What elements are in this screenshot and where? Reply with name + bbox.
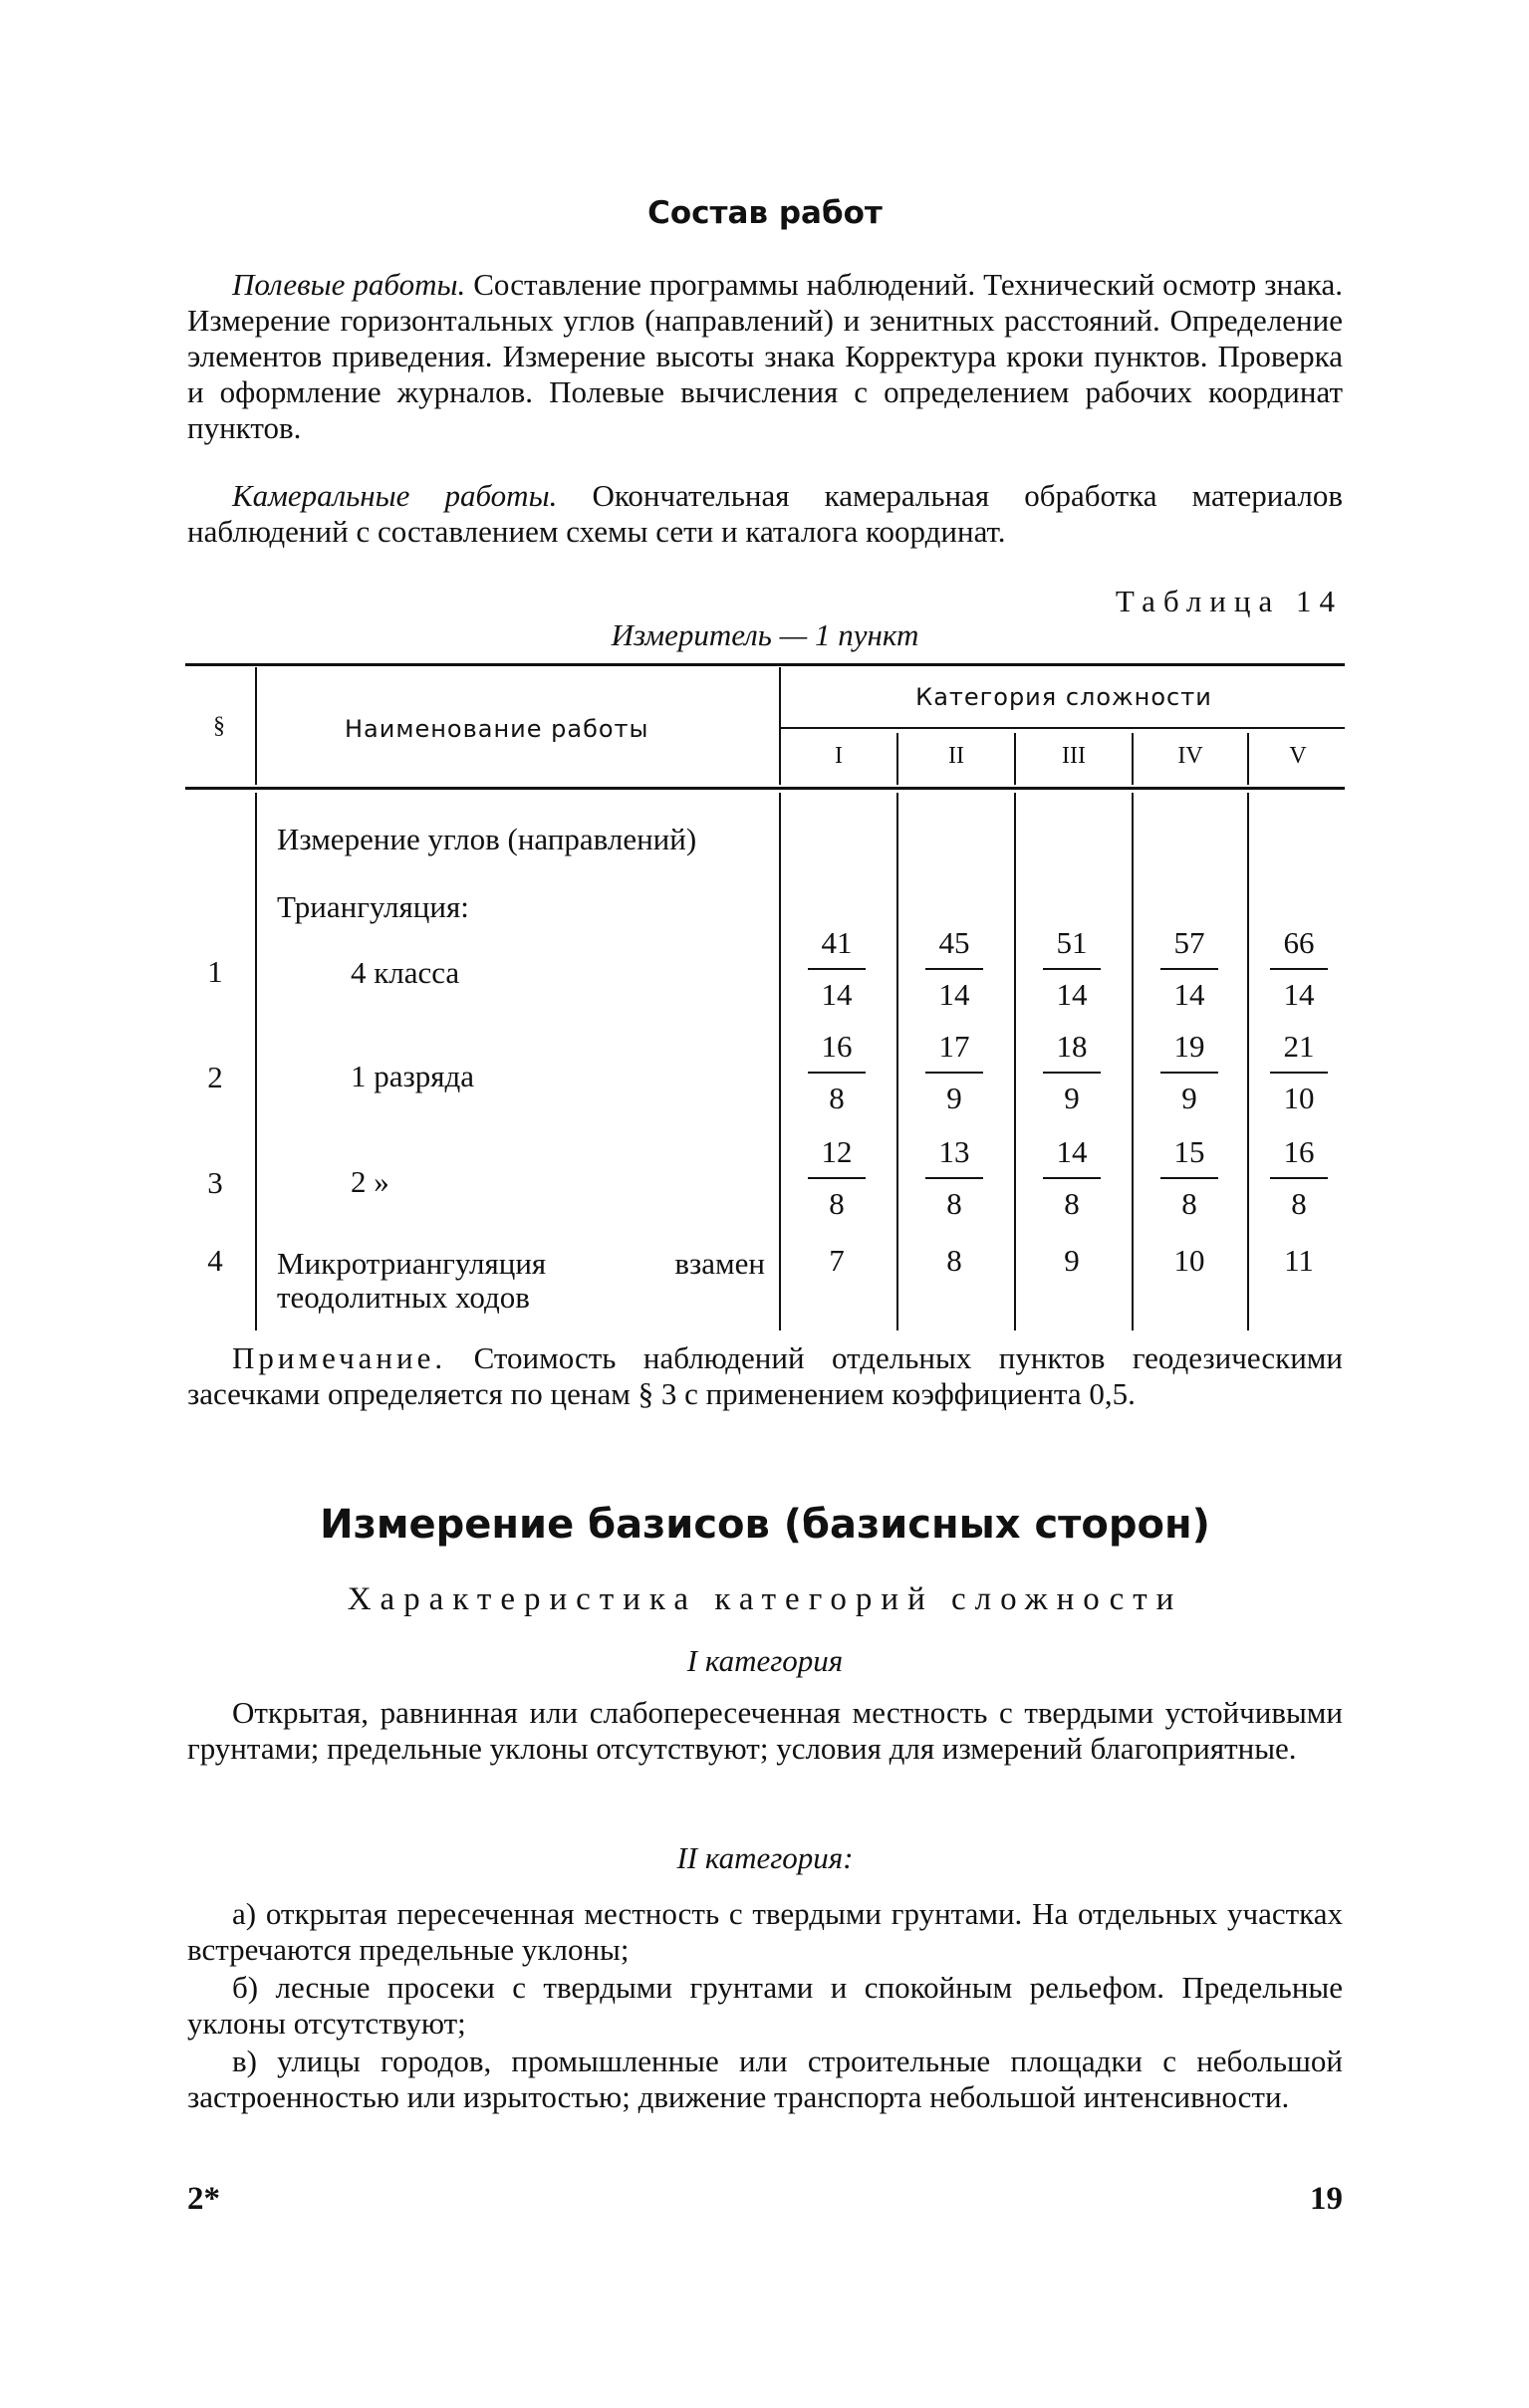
fraction-numerator: 16 (1283, 1134, 1315, 1169)
table-note (187, 1340, 1343, 1412)
fraction-numerator: 19 (1173, 1029, 1205, 1064)
fraction-bar (1160, 968, 1218, 970)
fraction-denominator: 8 (829, 1081, 845, 1115)
table-top-rule (185, 663, 1345, 666)
header-category-5: V (1289, 743, 1307, 769)
row-name: Микротриангуляция взамен теодолитных ходов (277, 1246, 765, 1315)
fraction-cell (912, 1133, 996, 1223)
fraction-bar (808, 968, 866, 970)
category-2-item-b: б) лесные просеки с твердыми грунтами и спокойным рельефом. Предельные уклоны отсутствуют; (187, 1970, 1343, 2041)
header-category-4: IV (1177, 743, 1203, 769)
body-divider-c4 (1247, 793, 1249, 1330)
fraction-bar (1043, 1177, 1101, 1179)
category-1-text: Открытая, равнинная или слабопересеченная местность с твердыми устойчивыми грунтами; предельные уклоны отсутствуют; условия для измерений благоприятные. (187, 1695, 1343, 1766)
row-name: 4 класса (351, 955, 460, 990)
fraction-bar (1043, 1072, 1101, 1074)
fraction-denominator: 8 (1181, 1186, 1197, 1221)
fraction-denominator: 8 (946, 1186, 962, 1221)
body-divider-c3 (1132, 793, 1134, 1330)
row-num: 2 (207, 1060, 223, 1094)
fraction-bar (1270, 1072, 1328, 1074)
section-title: Состав работ (647, 195, 883, 231)
fraction-numerator: 57 (1173, 925, 1205, 960)
fraction-denominator: 14 (938, 977, 970, 1012)
note-text: Стоимость наблюдений отдельных пунктов геодезическими засечками определяется по ценам § 3 с применением коэффициента 0,5. (187, 1340, 1343, 1411)
category-header-rule (779, 727, 1345, 729)
fraction-cell (1030, 1028, 1114, 1117)
col-divider-c3 (1132, 733, 1134, 785)
header-bottom-rule (185, 787, 1345, 790)
fraction-denominator: 8 (829, 1186, 845, 1221)
fraction-denominator: 9 (1181, 1081, 1197, 1115)
fraction-denominator: 10 (1283, 1081, 1315, 1115)
header-category-1: I (835, 743, 843, 769)
fraction-cell (1030, 1133, 1114, 1223)
fraction-cell (1147, 1028, 1231, 1117)
header-category-3: III (1062, 743, 1086, 769)
fraction-bar (925, 1072, 983, 1074)
fraction-bar (808, 1177, 866, 1179)
fraction-numerator: 51 (1056, 925, 1088, 960)
fraction-cell (1257, 924, 1341, 1014)
office-works-text: Окончательная камеральная обработка материалов наблюдений с составлением схемы сети и каталога координат. (187, 478, 1344, 549)
fraction-numerator: 21 (1283, 1029, 1315, 1064)
office-works-lead: Камеральные работы. (232, 478, 558, 513)
fraction-cell (795, 1133, 879, 1223)
fraction-bar (1160, 1177, 1218, 1179)
row-num: 4 (207, 1243, 223, 1278)
category-2-item-a: а) открытая пересеченная местность с твердыми грунтами. На отдельных участках встречаются предельные уклоны; (187, 1896, 1343, 1967)
fraction-denominator: 14 (1056, 977, 1088, 1012)
fraction-cell (1147, 924, 1231, 1014)
fraction-denominator: 9 (1064, 1081, 1080, 1115)
fraction-denominator: 9 (946, 1081, 962, 1115)
fraction-cell (912, 924, 996, 1014)
note-lead: Примечание. (232, 1340, 447, 1375)
fraction-bar (1270, 968, 1328, 970)
value-cell: 7 (829, 1243, 845, 1278)
fraction-bar (1270, 1177, 1328, 1179)
fraction-bar (925, 968, 983, 970)
office-works-paragraph (187, 478, 1343, 550)
fraction-numerator: 45 (938, 925, 970, 960)
fraction-numerator: 12 (821, 1134, 853, 1169)
field-works-paragraph (187, 267, 1343, 446)
fraction-cell (1147, 1133, 1231, 1223)
categories-title: Характеристика категорий сложности (347, 1581, 1183, 1617)
header-category-2: II (948, 743, 964, 769)
fraction-cell (1030, 924, 1114, 1014)
body-divider-c2 (1014, 793, 1016, 1330)
value-cell: 11 (1284, 1243, 1314, 1278)
body-divider-c1 (896, 793, 898, 1330)
base-measurement-title: Измерение базисов (базисных сторон) (320, 1502, 1210, 1548)
fraction-bar (1160, 1072, 1218, 1074)
body-divider-section (255, 793, 257, 1330)
fraction-numerator: 14 (1056, 1134, 1088, 1169)
fraction-denominator: 14 (1283, 977, 1315, 1012)
row-num: 1 (207, 954, 223, 989)
fraction-denominator: 8 (1064, 1186, 1080, 1221)
fraction-denominator: 14 (1173, 977, 1205, 1012)
fraction-cell (795, 924, 879, 1014)
value-cell: 10 (1173, 1243, 1205, 1278)
fraction-denominator: 8 (1291, 1186, 1307, 1221)
col-divider-section (255, 667, 257, 785)
row-name: 1 разряда (351, 1059, 475, 1093)
fraction-bar (808, 1072, 866, 1074)
fraction-cell (1257, 1028, 1341, 1117)
fraction-numerator: 41 (821, 925, 853, 960)
table-measurer: Измеритель — 1 пункт (611, 617, 919, 652)
row-num: 3 (207, 1165, 223, 1200)
signature-mark: 2* (187, 2181, 220, 2217)
col-divider-c1 (896, 733, 898, 785)
fraction-denominator: 14 (821, 977, 853, 1012)
value-cell: 8 (946, 1243, 962, 1278)
header-category-group: Категория сложности (915, 683, 1212, 711)
field-works-text: Составление программы наблюдений. Технический осмотр знака. Измерение горизонтальных углов (направлений) и зенитных расстояний. Определение элементов приведения. Измерение высоты знака Корректура кроки пунктов. Проверка и оформление журналов. Полевые вычисления с определением рабочих координат пунктов. (187, 267, 1343, 445)
fraction-cell (912, 1028, 996, 1117)
col-divider-c2 (1014, 733, 1016, 785)
fraction-numerator: 15 (1173, 1134, 1205, 1169)
page-number: 19 (1310, 2181, 1343, 2217)
fraction-cell (1257, 1133, 1341, 1223)
category-1-title: I категория (686, 1643, 844, 1678)
fraction-bar (1043, 968, 1101, 970)
table-number: Таблица 14 (1115, 584, 1343, 618)
row-name: 2 » (351, 1164, 389, 1199)
body-divider-name (779, 793, 781, 1330)
field-works-lead: Полевые работы. (232, 267, 466, 302)
fraction-numerator: 18 (1056, 1029, 1088, 1064)
category-2-item-c: в) улицы городов, промышленные или строительные площадки с небольшой застроенностью или изрытостью; движение транспорта небольшой интенсивности. (187, 2044, 1343, 2114)
subgroup-name: Триангуляция: (277, 889, 469, 924)
cost-table (185, 663, 1345, 1330)
value-cell: 9 (1064, 1243, 1080, 1278)
fraction-bar (925, 1177, 983, 1179)
group-name: Измерение углов (направлений) (277, 822, 697, 856)
col-divider-name (779, 667, 781, 785)
col-divider-c4 (1247, 733, 1249, 785)
fraction-numerator: 13 (938, 1134, 970, 1169)
fraction-numerator: 17 (938, 1029, 970, 1064)
fraction-numerator: 66 (1283, 925, 1315, 960)
header-work-name: Наименование работы (345, 715, 649, 743)
category-2-title: II категория: (676, 1840, 854, 1875)
fraction-cell (795, 1028, 879, 1117)
header-section: § (213, 713, 225, 739)
fraction-numerator: 16 (821, 1029, 853, 1064)
